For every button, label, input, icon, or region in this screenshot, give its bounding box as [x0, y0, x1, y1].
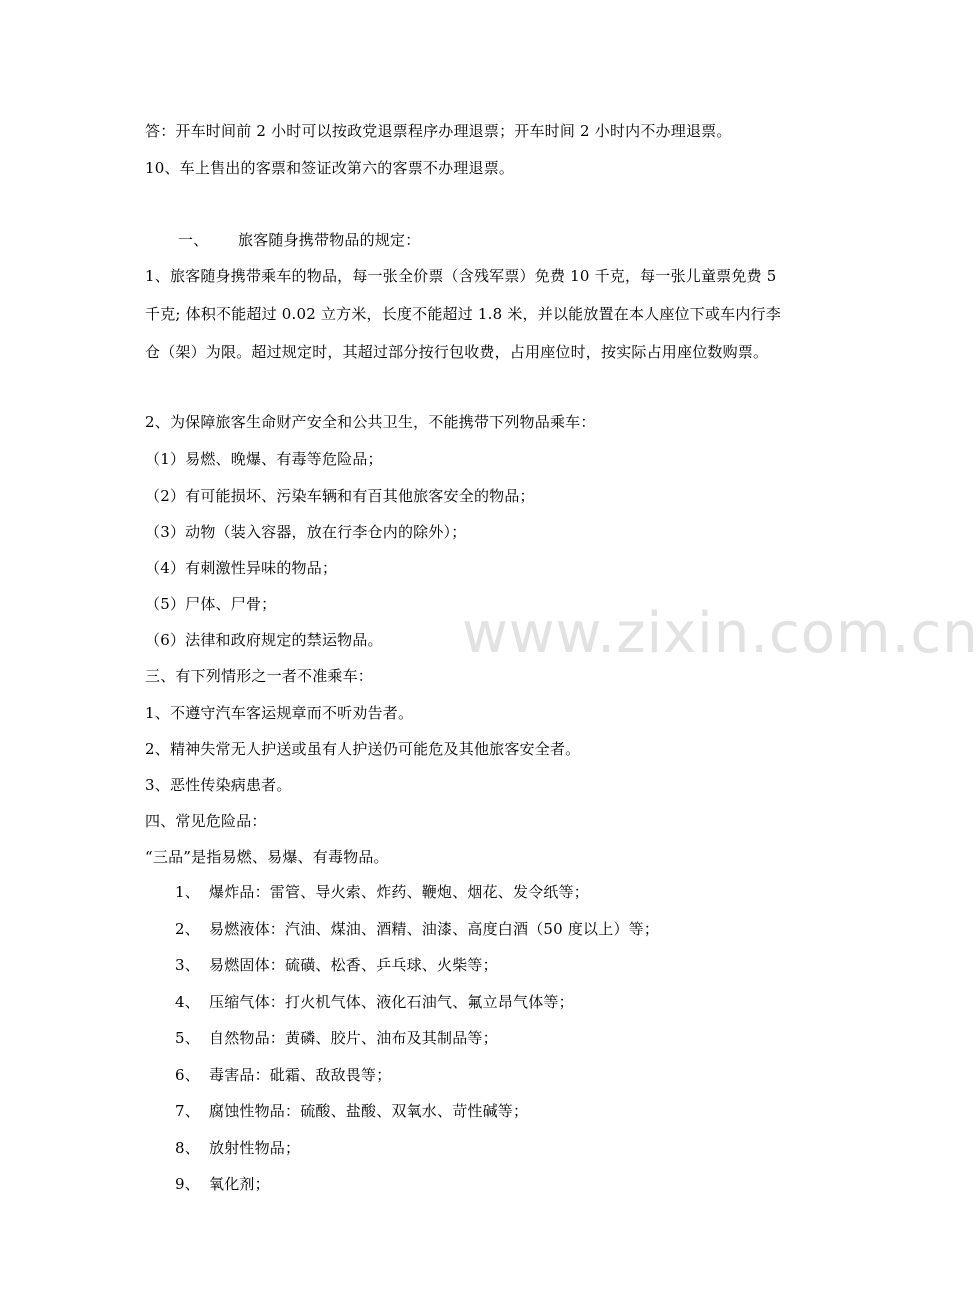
- hazard-item: [175, 1028, 498, 1048]
- hazard-item-number: 7、: [175, 1102, 200, 1120]
- hazard-item-text: 易燃固体：硫磺、松香、乒乓球、火柴等；: [209, 956, 498, 974]
- hazard-item-number: 9、: [175, 1175, 200, 1193]
- prohibited-item-2: （2）有可能损坏、污染车辆和有百其他旅客安全的物品；: [145, 487, 535, 505]
- hazard-item: [175, 1138, 300, 1158]
- hazard-item-text: 氧化剂；: [209, 1175, 270, 1193]
- section-heading-number: 一、: [178, 231, 209, 249]
- hazard-item-number: 1、: [175, 883, 200, 901]
- hazard-item: [175, 992, 574, 1012]
- refusal-rule-2: 2、精神失常无人护送或虽有人护送仍可能危及其他旅客安全者。: [145, 740, 581, 758]
- hazard-item: [175, 882, 589, 902]
- prohibited-items-intro: 2、为保障旅客生命财产安全和公共卫生，不能携带下列物品乘车：: [145, 413, 596, 431]
- prohibited-item-3: （3）动物（装入容器，放在行李仓内的除外）；: [145, 523, 467, 541]
- refusal-rule-3: 3、恶性传染病患者。: [145, 776, 292, 794]
- carry-on-rule-paragraph: 1、旅客随身携带乘车的物品，每一张全价票（含残军票）免费 10 千克，每一张儿童票免费 5 千克; 体积不能超过 0.02 立方米，长度不能超过 1.8 米，并以能放置在本人座位下或车内行李仓（架）为限。超过规定时，其超过部分按行包收费，占用座位时，按实际占用座位数购票。: [145, 267, 781, 361]
- hazard-item-text: 毒害品：砒霜、敌敌畏等；: [209, 1066, 392, 1084]
- hazard-item-text: 自然物品：黄磷、胶片、油布及其制品等；: [209, 1029, 498, 1047]
- hazard-item-number: 5、: [175, 1029, 200, 1047]
- hazard-item: [175, 919, 659, 939]
- hazard-item-text: 爆炸品：雷管、导火索、炸药、鞭炮、烟花、发令纸等；: [209, 883, 590, 901]
- section-heading-text: 旅客随身携带物品的规定：: [238, 231, 421, 249]
- hazard-item-number: 2、: [175, 920, 200, 938]
- hazard-item: [175, 1174, 270, 1194]
- hazard-item-number: 8、: [175, 1139, 200, 1157]
- hazard-item-number: 6、: [175, 1066, 200, 1084]
- hazard-item-number: 3、: [175, 956, 200, 974]
- refusal-rule-1: 1、不遵守汽车客运规章而不听劝告者。: [145, 704, 414, 722]
- hazard-item-text: 压缩气体：打火机气体、液化石油气、氟立昂气体等；: [209, 993, 574, 1011]
- prohibited-item-5: （5）尸体、尸骨；: [145, 595, 277, 613]
- prohibited-item-1: （1）易燃、晚爆、有毒等危险品；: [145, 450, 383, 468]
- watermark-text: www.zixin.com.cn: [462, 601, 979, 666]
- hazard-item: [175, 1065, 391, 1085]
- section-heading-3: 三、有下列情形之一者不准乘车：: [145, 667, 374, 685]
- refund-rule-10: 10、车上售出的客票和签证改第六的客票不办理退票。: [145, 159, 515, 177]
- three-items-definition: “三品”是指易燃、易爆、有毒物品。: [145, 848, 389, 866]
- hazard-item-text: 放射性物品；: [209, 1139, 301, 1157]
- hazard-item-text: 易燃液体：汽油、煤油、酒精、油漆、高度白酒（50 度以上）等；: [209, 920, 660, 938]
- prohibited-item-6: （6）法律和政府规定的禁运物品。: [145, 631, 383, 649]
- prohibited-item-4: （4）有刺激性异味的物品；: [145, 559, 338, 577]
- section-heading-4: 四、常见危险品：: [145, 812, 267, 830]
- hazard-item-text: 腐蚀性物品：硫酸、盐酸、双氧水、苛性碱等；: [209, 1102, 529, 1120]
- hazard-item: [175, 955, 498, 975]
- answer-line: 答：开车时间前 2 小时可以按政党退票程序办理退票；开车时间 2 小时内不办理退票。: [145, 122, 732, 140]
- section-heading-1: [178, 230, 420, 250]
- hazard-item-number: 4、: [175, 993, 200, 1011]
- hazard-item: [175, 1101, 528, 1121]
